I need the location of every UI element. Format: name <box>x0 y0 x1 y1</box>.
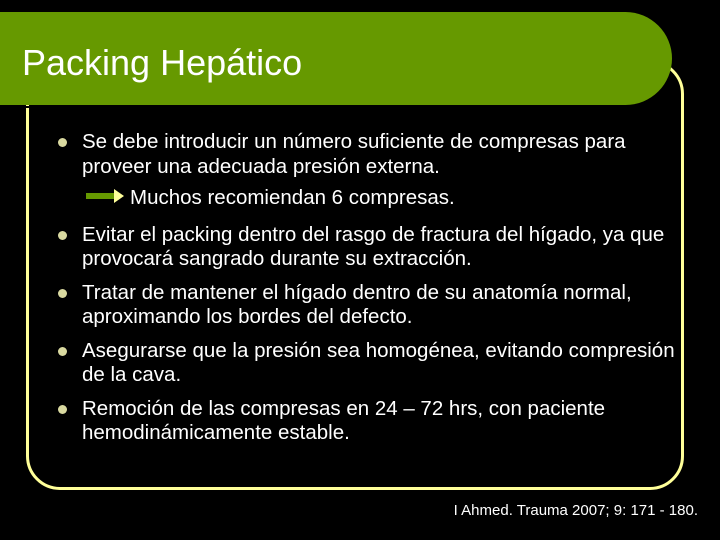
bullet-dot-icon <box>58 289 67 298</box>
bullet-text: Tratar de mantener el hígado dentro de su anatomía normal, aproximando los bordes del defecto. <box>82 280 632 328</box>
bullet-text: Se debe introducir un número suficiente de compresas para proveer una adecuada presión externa. <box>82 130 626 178</box>
bullet-dot-icon <box>58 231 67 240</box>
bullet-text: Evitar el packing dentro del rasgo de fractura del hígado, ya que provocará sangrado durante su extracción. <box>82 222 665 270</box>
bullet-item <box>56 281 676 330</box>
bullet-text: Asegurarse que la presión sea homogénea, evitando compresión de la cava. <box>82 338 675 386</box>
bullet-text: Remoción de las compresas en 24 – 72 hrs, con paciente hemodinámicamente estable. <box>82 396 606 444</box>
bullet-dot-icon <box>58 405 67 414</box>
bullet-dot-icon <box>58 347 67 356</box>
title-underline <box>0 106 636 108</box>
right-arrow-icon <box>86 189 124 203</box>
sub-bullet-item <box>56 186 676 211</box>
bullet-dot-icon <box>58 138 67 147</box>
citation: I Ahmed. Trauma 2007; 9: 171 - 180. <box>453 502 698 519</box>
bullet-item <box>56 223 676 272</box>
slide-title: Packing Hepático <box>22 42 303 83</box>
title-bar <box>0 12 672 105</box>
bullet-item <box>56 130 676 179</box>
bullet-item <box>56 397 676 446</box>
bullet-list <box>56 130 676 455</box>
bullet-item <box>56 339 676 388</box>
sub-bullet-text: Muchos recomiendan 6 compresas. <box>130 186 455 209</box>
